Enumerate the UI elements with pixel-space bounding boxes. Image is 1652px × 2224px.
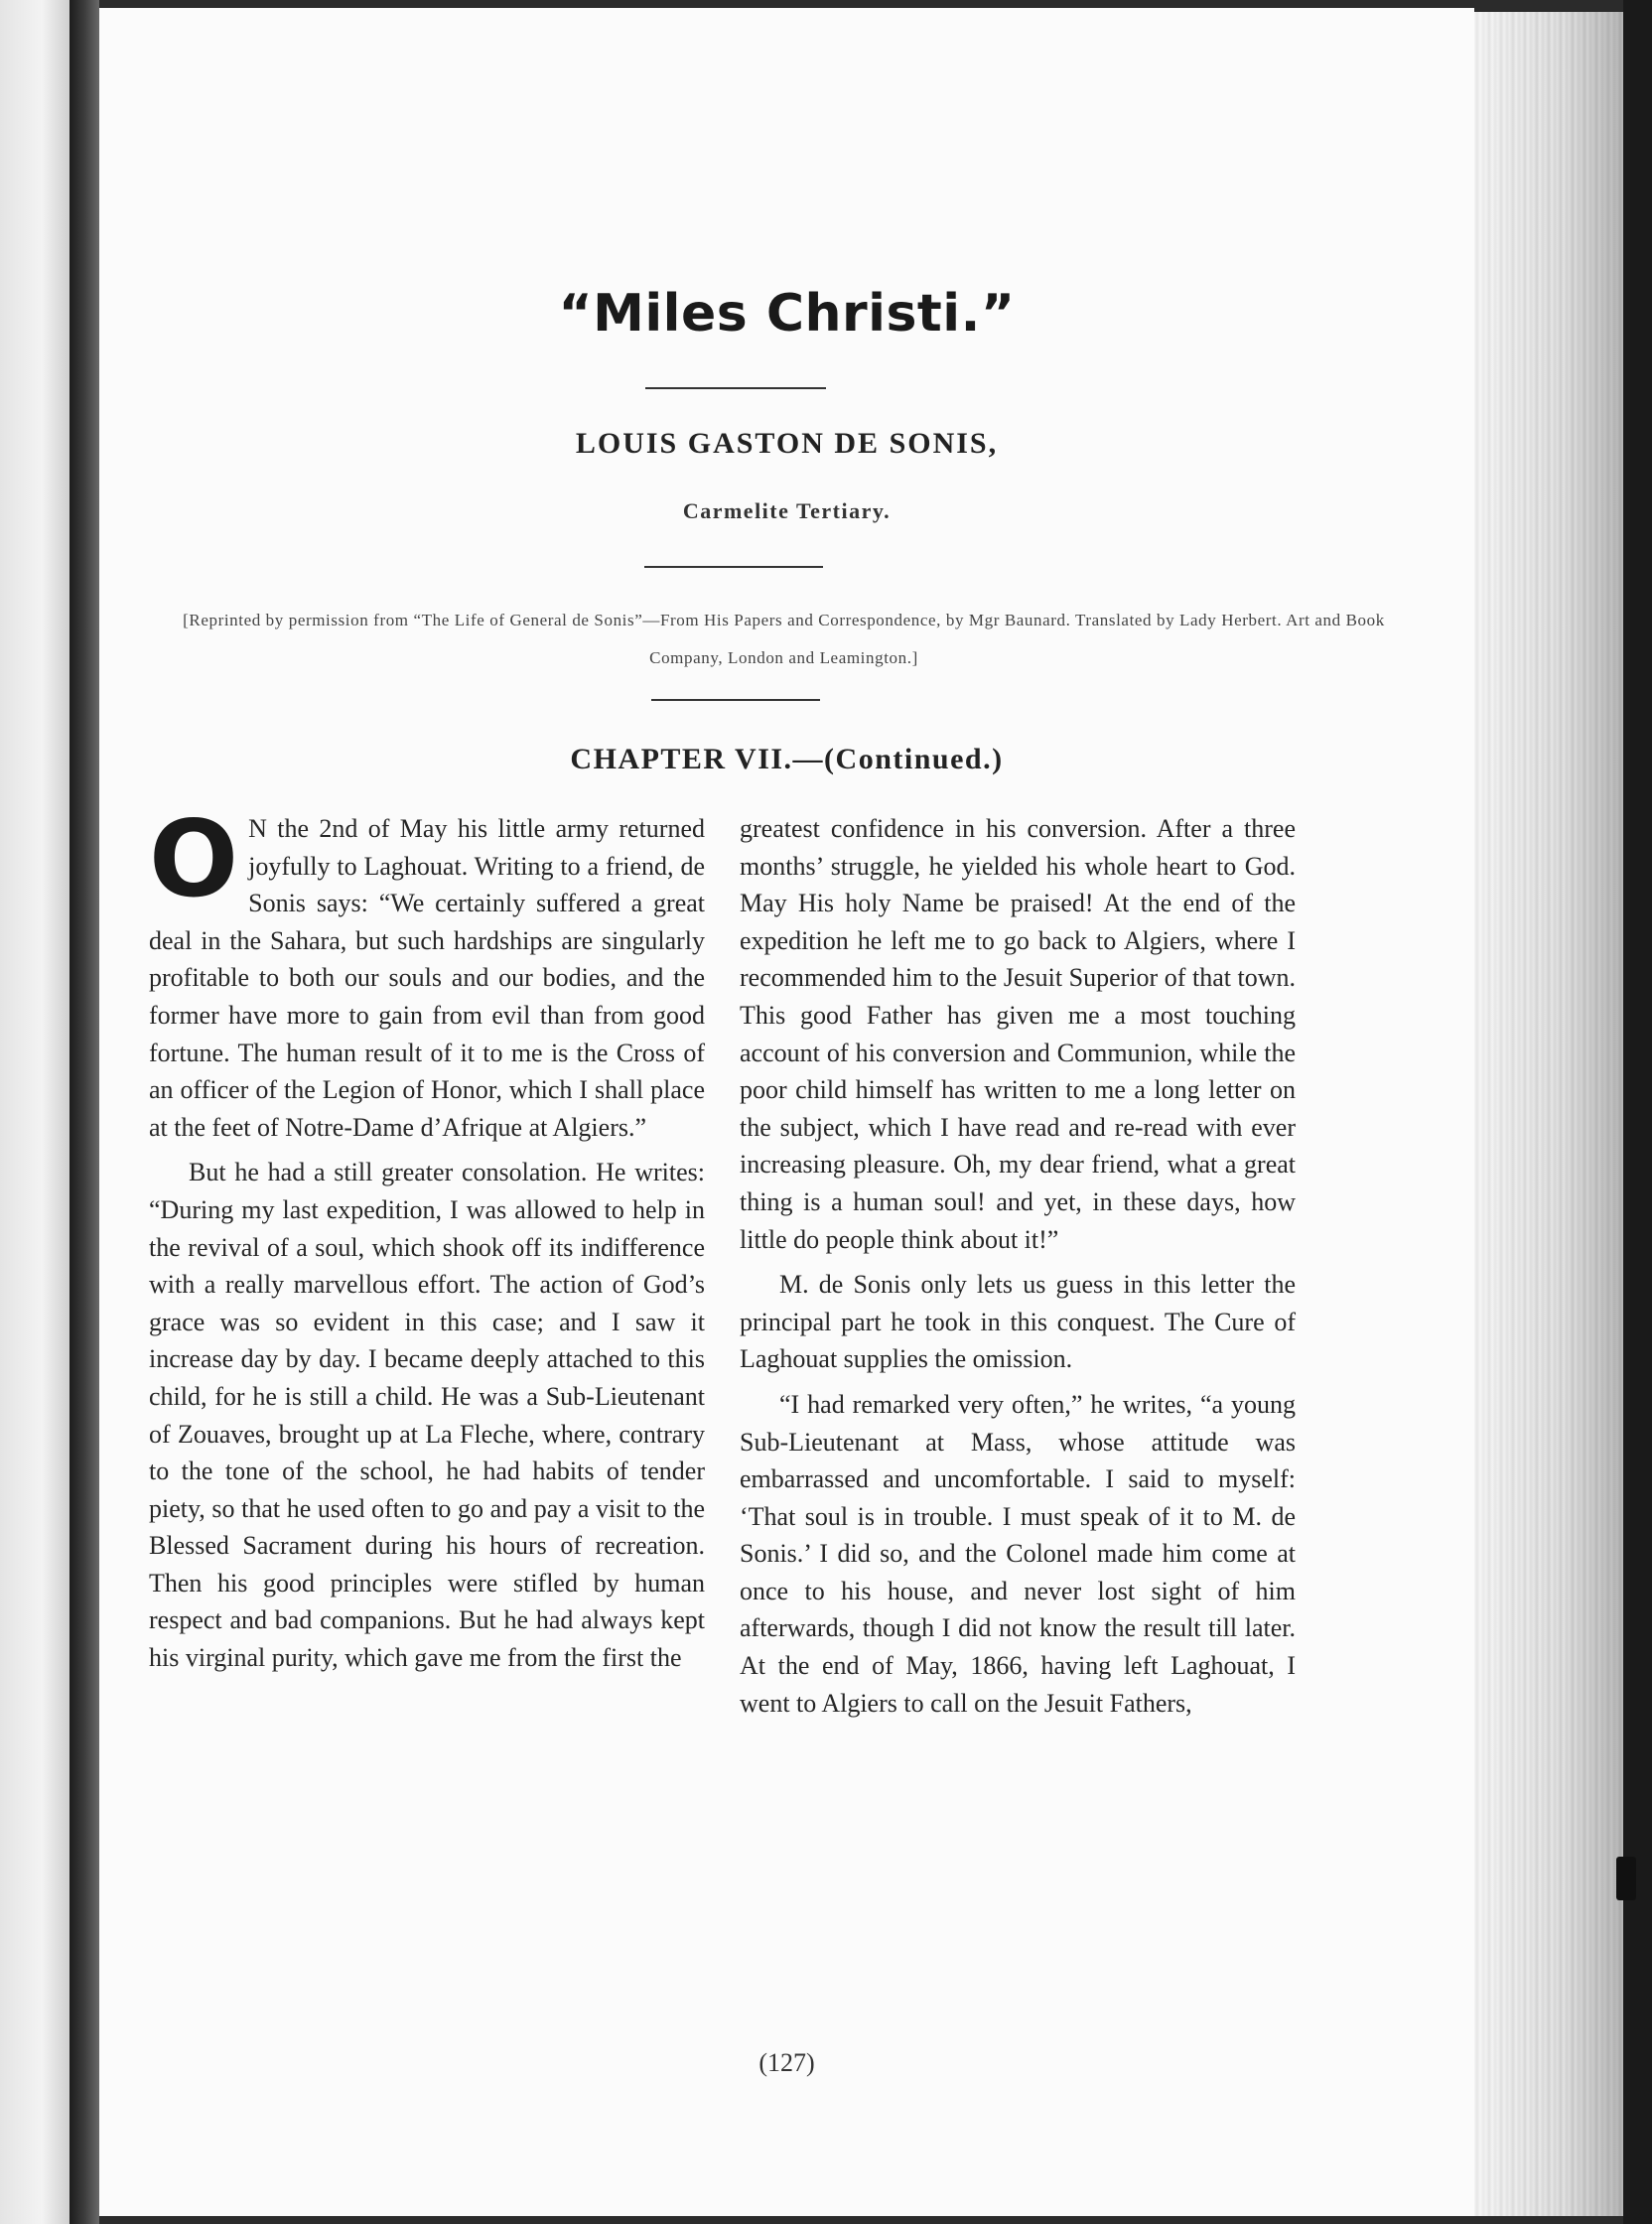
paragraph: But he had a still greater consolation. He writes: “During my last expedition, I was allowed to help in the revival of a soul, which shook off its indifference with a really marvellous effort. The action of God’s grace was so evident in this case; and I saw it increase day by day. I became deeply attached to this child, for he is still a child. He was a Sub-Lieutenant of Zouaves, brought up at La Fleche, where, contrary to the tone of the school, he had habits of tender piety, so that he used often to go and pay a visit to the Blessed Sacrament during his hours of recreation. Then his good principles were stifled by human respect and bad companions. But he had always kept his virginal purity, which gave me from the first the [149,1158,705,1673]
left-column [149,798,705,1677]
paragraph: M. de Sonis only lets us guess in this letter the principal part he took in this conquest. The Cure of Laghouat supplies the omission. [740,1270,1296,1374]
bookmark-tab [1616,1857,1636,1900]
article-title: “Miles Christi.” [558,284,1016,344]
article-subtitle: Carmelite Tertiary. [682,498,892,523]
subtitle-rule [644,566,823,568]
book-page [99,8,1474,2216]
page-stack-edges [1474,12,1623,2216]
page-number: (127) [758,2048,815,2077]
paragraph: greatest confidence in his conversion. After a three months’ struggle, he yielded his whole heart to God. May His holy Name be praised! At the end of the expedition he left me to go back to Algiers, where I recommended him to the Jesuit Superior of that town. This good Father has given me a most touching account of his conversion and Communion, while the poor child himself has written to me a long letter on the subject, which I have read and re-read with ever increasing pleasure. Oh, my dear friend, what a great thing is a human soul! and yet, in these days, how little do people think about it!” [740,814,1296,1254]
paragraph: “I had remarked very often,” he writes, “a young Sub-Lieutenant at Mass, whose attitude was embarrassed and uncomfortable. I said to myself: ‘That soul is in trouble. I must speak of it to M. de Sonis.’ I did so, and the Colonel made him come at once to his house, and never lost sight of him afterwards, though I did not know the result till later. At the end of May, 1866, having left Laghouat, I went to Algiers to call on the Jesuit Fathers, [740,1389,1296,1718]
paragraph [149,798,705,1146]
facing-page-edge [0,0,69,2224]
reprint-credit: [Reprinted by permission from “The Life of General de Sonis”—From His Papers and Correspondence, by Mgr Baunard. Translated by Lady Herbert. Art and Book Company, London and Leamington.] [183,611,1385,667]
chapter-heading: CHAPTER VII.—(Continued.) [570,743,1004,775]
title-rule [645,387,826,389]
credit-rule [651,699,820,701]
paragraph-text: N the 2nd of May his little army returned joyfully to Laghouat. Writing to a friend, de Sonis says: “We certainly suffered a great deal in the Sahara, but such hardships are singularly profitable to both our souls and our bodies, and the former have more to gain from evil than from good fortune. The human result of it to me is the Cross of an officer of the Legion of Honor, which I shall place at the feet of Notre-Dame d’Afrique at Algiers.” [149,814,705,1142]
right-column [740,810,1296,1722]
article-subject: LOUIS GASTON DE SONIS, [575,427,999,460]
book-gutter [69,0,99,2224]
drop-cap: O [149,798,239,920]
